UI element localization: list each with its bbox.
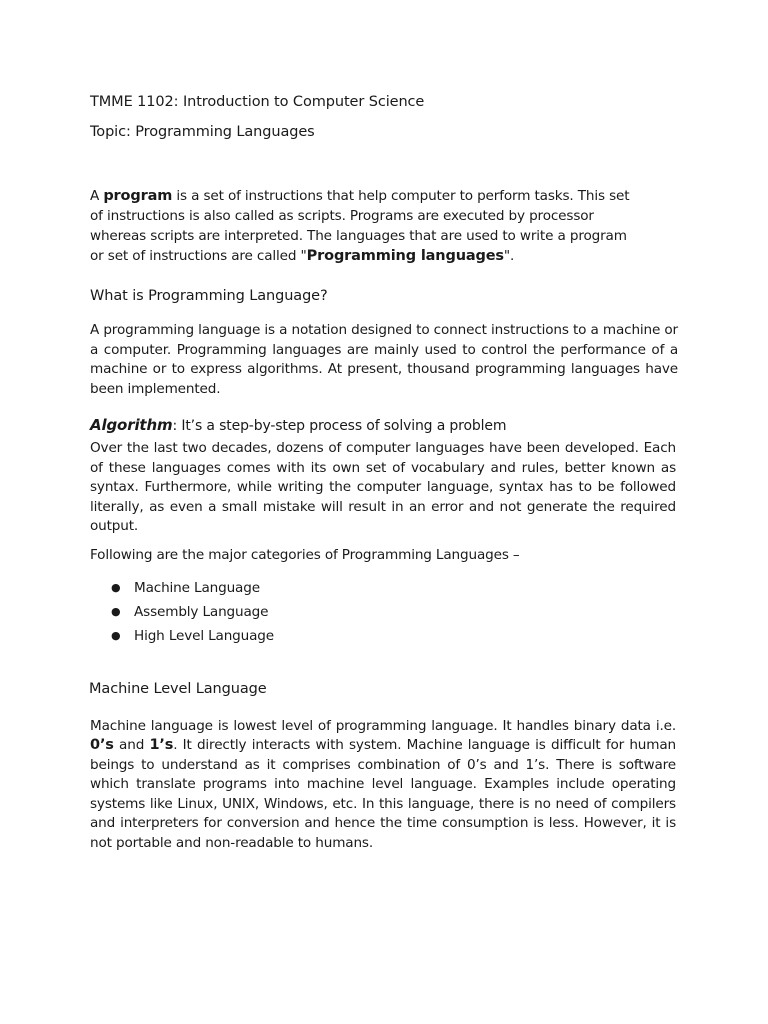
category-machine-language: Machine Language — [134, 579, 260, 596]
bullet-icon: ● — [111, 604, 121, 618]
categories-intro: Following are the major categories of Programming Languages – — [90, 546, 520, 563]
categories-list — [90, 576, 678, 648]
machine-text-3: . It directly interacts with system. Machine language is difficult for human beings to understand as it comprises combination of 0’s and 1’s. There is software which translate programs into machine level language. Examples include operating systems like Linux, UNIX, Windows, etc. In this language, there is no need of compilers and interpreters for conversion and hence the time consumption is less. However, it is not portable and non-readable to humans. — [90, 737, 676, 851]
what-is-heading: What is Programming Language? — [90, 288, 328, 304]
term-programming-languages: Programming languages — [306, 248, 504, 264]
machine-text-2: and — [113, 737, 150, 754]
machine-text-1: Machine language is lowest level of programming language. It handles binary data i.e. — [90, 717, 676, 734]
bullet-icon: ● — [111, 628, 121, 642]
term-program: program — [103, 188, 173, 204]
intro-text-1: A — [90, 188, 104, 204]
list-item — [90, 576, 678, 600]
term-ones: 1’s — [149, 737, 174, 754]
list-item — [90, 624, 678, 648]
history-paragraph: Over the last two decades, dozens of computer languages have been developed. Each of these languages comes with its own set of vocabulary and rules, better known as syntax. Furthermore, while writing the computer language, syntax has to be followed literally, as even a small mistake will result in an error and not generate the required output. — [90, 440, 676, 535]
bullet-icon: ● — [111, 580, 121, 594]
list-item — [90, 600, 678, 624]
category-high-level-language: High Level Language — [134, 627, 275, 644]
intro-text-2: is a set of instructions that help computer to perform tasks. This set of instructions is also called as scripts. Programs are executed by processor whereas scripts are interpreted. The languages that are used to write a program or set of instructions are called " — [90, 188, 630, 264]
machine-level-paragraph — [90, 717, 676, 854]
what-is-paragraph: A programming language is a notation designed to connect instructions to a machine or a computer. Programming languages are mainly used to control the performance of a machine or to express algorithms. At present, thousand programming languages have been implemented. — [90, 322, 678, 397]
term-algorithm: Algorithm — [90, 416, 173, 434]
term-zeros: 0’s — [90, 737, 114, 754]
algorithm-line — [90, 415, 678, 436]
topic-title: Topic: Programming Languages — [90, 124, 315, 140]
course-title: TMME 1102: Introduction to Computer Science — [90, 94, 425, 110]
intro-text-3: ". — [503, 248, 515, 264]
machine-level-heading: Machine Level Language — [89, 680, 267, 697]
intro-paragraph — [90, 186, 632, 266]
category-assembly-language: Assembly Language — [134, 603, 269, 620]
document-page — [90, 92, 678, 853]
algorithm-definition: : It’s a step-by-step process of solving a problem — [172, 418, 507, 434]
